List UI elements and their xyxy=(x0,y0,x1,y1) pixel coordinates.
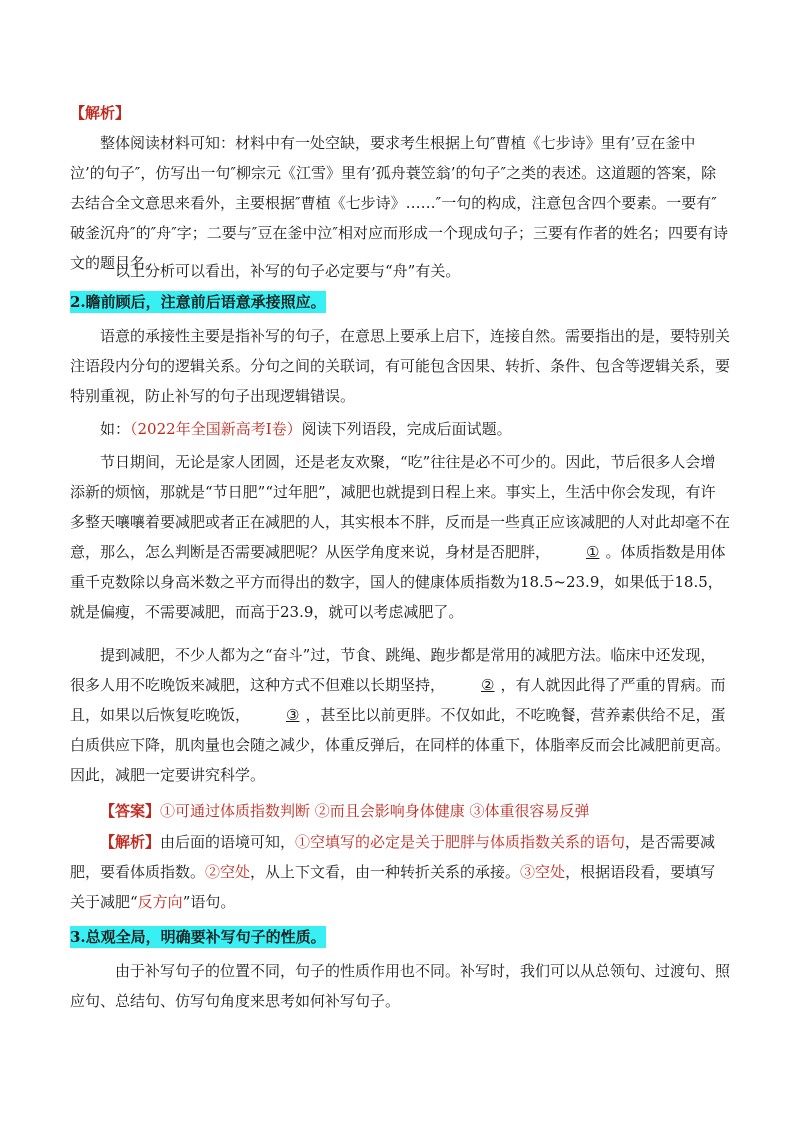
analysis-highlight: ③空处 xyxy=(520,863,566,881)
section-2-paragraph: 语意的承接性主要是指补写的句子，在意思上要承上启下，连接自然。需要指出的是，要特别关注语段内分句的逻辑关系。分句之间的关联词，有可能包含因果、转折、条件、包含等逻辑关系，要特别重视，防止补写的句子出现逻辑错误。 xyxy=(70,327,731,405)
analysis-2-paragraph xyxy=(70,827,730,917)
analysis-conclusion: 以上分析可以看出，补写的句子必定要与“舟”有关。 xyxy=(115,262,461,280)
analysis-highlight: 反方向 xyxy=(137,893,183,911)
section-2-heading-row xyxy=(70,287,730,317)
section-3-paragraph: 由于补写句子的位置不同，句子的性质作用也不同。补写时，我们可以从总领句、过渡句、照应句、总结句、仿写句角度来思考如何补写句子。 xyxy=(70,962,731,1010)
analysis-text: ，从上下文看，由一种转折关系的承接。 xyxy=(250,863,521,881)
passage-text: 节日期间，无论是家人团圆，还是老友欢聚，“吃”往往是必不可少的。因此，节后很多人会增添新的烦恼，那就是“节日肥”“过年肥”，减肥也就提到日程上来。事实上，生活中你会发现，有许多整天嚷嚷着要减肥或者正在减肥的人，其实根本不胖，反而是一些真正应该减肥的人对此却毫不在意，那么，怎么判断是否需要减肥呢？从医学角度来说，身材是否肥胖， xyxy=(70,453,731,561)
passage-text: ，甚至比以前更胖。不仅如此，不吃晚餐，营养素供给不足，蛋白质供应下降，肌肉量也会随之减少，体重反弹后，在同样的体重下，体脂率反而会比减肥前更高。因此，减肥一定要讲究科学。 xyxy=(70,706,731,784)
analysis-heading: 【解析】 xyxy=(70,104,131,122)
answer-label: 【答案】 xyxy=(100,802,161,820)
example-lead: 如： xyxy=(100,420,131,438)
blank-3: ③ xyxy=(286,706,300,724)
example-instruction: 阅读下列语段，完成后面试题。 xyxy=(301,420,512,438)
blank-2: ② xyxy=(481,676,495,694)
answer-text: ①可通过体质指数判断 ②而且会影响身体健康 ③体重很容易反弹 xyxy=(160,802,590,820)
analysis-2-label: 【解析】 xyxy=(100,833,161,851)
passage-text: ，有人就因此得了严重的胃病。而且，如果以后恢复吃晚饭， xyxy=(70,676,726,724)
analysis-text: 由后面的语境可知， xyxy=(160,833,296,851)
example-source: （2022年全国新高考Ⅰ卷） xyxy=(130,420,302,438)
blank-1: ① xyxy=(586,543,600,561)
analysis-text: ，是否需要减肥，要看体质指数。 xyxy=(70,833,716,881)
passage-text: 提到减肥，不少人都为之“奋斗”过，节食、跳绳、跑步都是常用的减肥方法。临床中还发现，很多人用不吃晚饭来减肥，这种方式不但难以长期坚持， xyxy=(70,646,716,694)
analysis-text: ”语句。 xyxy=(182,893,236,911)
analysis-highlight: ②空处 xyxy=(205,863,251,881)
analysis-paragraph: 整体阅读材料可知：材料中有一处空缺，要求考生根据上句″曹植《七步诗》里有’豆在釜中泣’的句子″，仿写出一句″柳宗元《江雪》里有’孤舟蓑笠翁’的句子″之类的表述。这道题的答案，除去结合全文意思来看外，主要根据″曹植《七步诗》……″一句的构成，注意包含四个要素。一要有″破釜沉舟″的″舟″字；二要与″豆在釜中泣″相对应而形成一个现成句子；三要有作者的姓名；四要有诗文的题目名。 xyxy=(70,134,729,272)
passage-paragraph-1 xyxy=(70,447,730,627)
section-3-heading: 3.总观全局，明确要补写句子的性质。 xyxy=(70,928,326,946)
analysis-text: ，根据语段看，要填写关于减肥“ xyxy=(70,863,716,911)
passage-paragraph-2 xyxy=(70,640,730,790)
answer-row xyxy=(70,796,760,826)
section-3-heading-row xyxy=(70,922,730,952)
passage-text: 。体质指数是用体重千克数除以身高米数之平方而得出的数字，国人的健康体质指数为18.5~23.9，如果低于18.5，就是偏瘦，不需要减肥，而高于23.9，就可以考虑减肥了。 xyxy=(70,543,726,621)
example-intro xyxy=(70,414,730,444)
analysis-highlight: ①空填写的必定是关于肥胖与体质指数关系的语句 xyxy=(295,833,626,851)
section-2-heading: 2.瞻前顾后，注意前后语意承接照应。 xyxy=(70,293,326,311)
